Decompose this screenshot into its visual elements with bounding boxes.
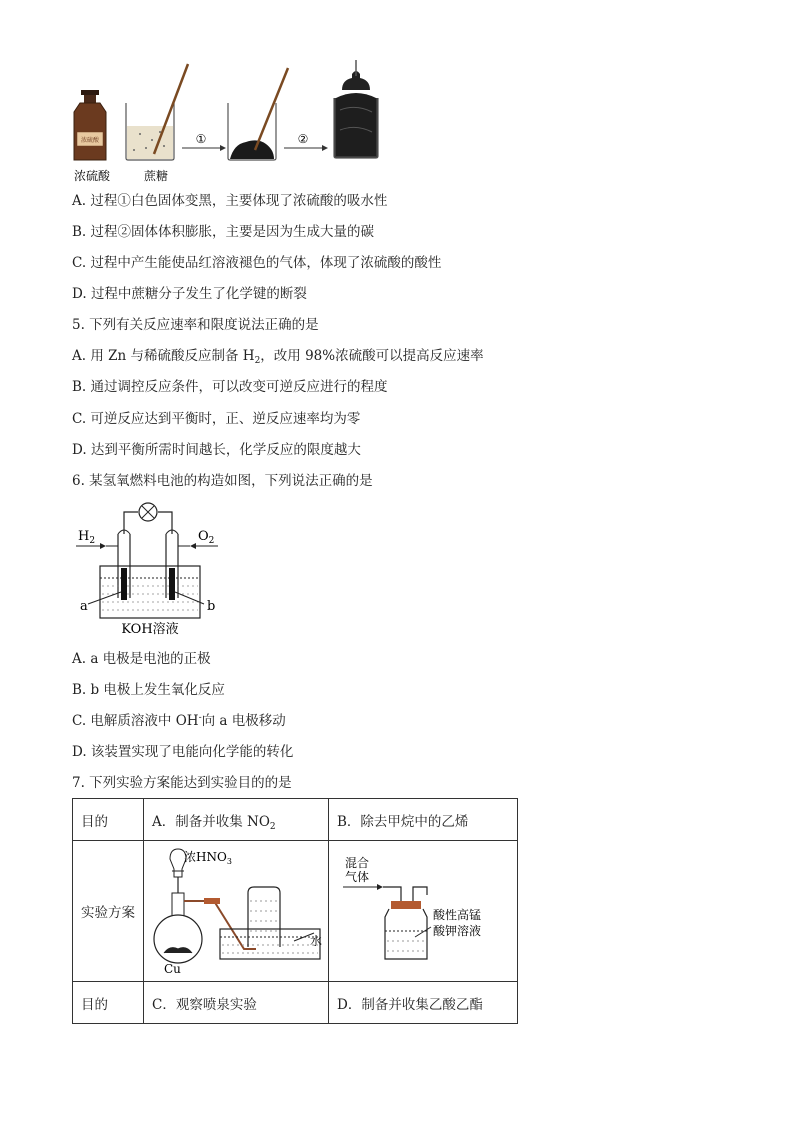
q6-option-c: C. 电解质溶液中 OH-向 a 电极移动 (72, 713, 286, 729)
q6-option-d: D. 该装置实现了电能向化学能的转化 (72, 744, 294, 760)
step2-label: ② (297, 132, 309, 146)
row2-label: 实验方案 (73, 841, 144, 982)
row1-label: 目的 (73, 799, 144, 841)
kmno4-label-2: 酸钾溶液 (433, 924, 482, 938)
washing-bottle-apparatus (329, 841, 517, 977)
cell-a-figure (144, 841, 329, 982)
beaker-sucrose (126, 64, 188, 160)
q4-option-a: A. 过程①白色固体变黑，主要体现了浓硫酸的吸水性 (72, 193, 388, 209)
q6-option-b: B. b 电极上发生氧化反应 (72, 682, 225, 698)
electrode-b-label: b (207, 599, 216, 614)
q4-option-d: D. 过程中蔗糖分子发生了化学键的断裂 (72, 286, 307, 302)
bottle-label: 浓硫酸 (80, 137, 100, 144)
cu-label: Cu (164, 962, 181, 976)
sucrose-dehydration-figure (70, 60, 380, 185)
cell-a: A．制备并收集 $NO_2$ (144, 799, 329, 841)
hno3-label: 浓$HNO_3$ (184, 850, 232, 866)
sucrose-label: 蔗糖 (143, 169, 169, 183)
experiment-table (72, 798, 518, 1024)
cell-d: D．制备并收集乙酸乙酯 (329, 982, 518, 1024)
q5-option-d: D. 达到平衡所需时间越长，化学反应的限度越大 (72, 442, 361, 458)
cell-c: C．观察喷泉实验 (144, 982, 329, 1024)
cell-b: B．除去甲烷中的乙烯 (329, 799, 518, 841)
q4-option-b: B. 过程②固体体积膨胀，主要是因为生成大量的碳 (72, 224, 375, 240)
beaker-black-solid (228, 68, 288, 160)
koh-label: KOH溶液 (121, 622, 179, 637)
acid-bottle (74, 90, 106, 160)
q5-stem: 5. 下列有关反应速率和限度说法正确的是 (72, 317, 319, 333)
q7-stem: 7. 下列实验方案能达到实验目的的是 (72, 775, 292, 791)
q6-option-a: A. a 电极是电池的正极 (72, 651, 211, 667)
electrode-a-label: a (80, 599, 88, 614)
beaker-expanded-carbon (334, 60, 378, 158)
water-label: 水 (310, 934, 323, 948)
q5-option-b: B. 通过调控反应条件，可以改变可逆反应进行的程度 (72, 379, 388, 395)
mixed-gas-label-2: 气体 (345, 870, 370, 884)
q6-stem: 6. 某氢氧燃料电池的构造如图，下列说法正确的是 (72, 473, 373, 489)
cell-b-figure (329, 841, 518, 982)
q5-option-a: A. 用 Zn 与稀硫酸反应制备 $H_2$，改用 98%浓硫酸可以提高反应速率 (72, 348, 484, 366)
q4-option-c: C. 过程中产生能使品红溶液褪色的气体，体现了浓硫酸的酸性 (72, 255, 442, 271)
h2-label: $H_2$ (78, 529, 96, 546)
row3-label: 目的 (73, 982, 144, 1024)
o2-label: $O_2$ (198, 529, 215, 546)
fuel-cell-figure (70, 498, 230, 643)
q5-option-c: C. 可逆反应达到平衡时，正、逆反应速率均为零 (72, 411, 361, 427)
no2-apparatus (144, 841, 328, 977)
mixed-gas-label-1: 混合 (345, 856, 370, 870)
step1-label: ① (195, 132, 207, 146)
acid-label: 浓硫酸 (73, 169, 111, 183)
kmno4-label-1: 酸性高锰 (433, 908, 482, 922)
